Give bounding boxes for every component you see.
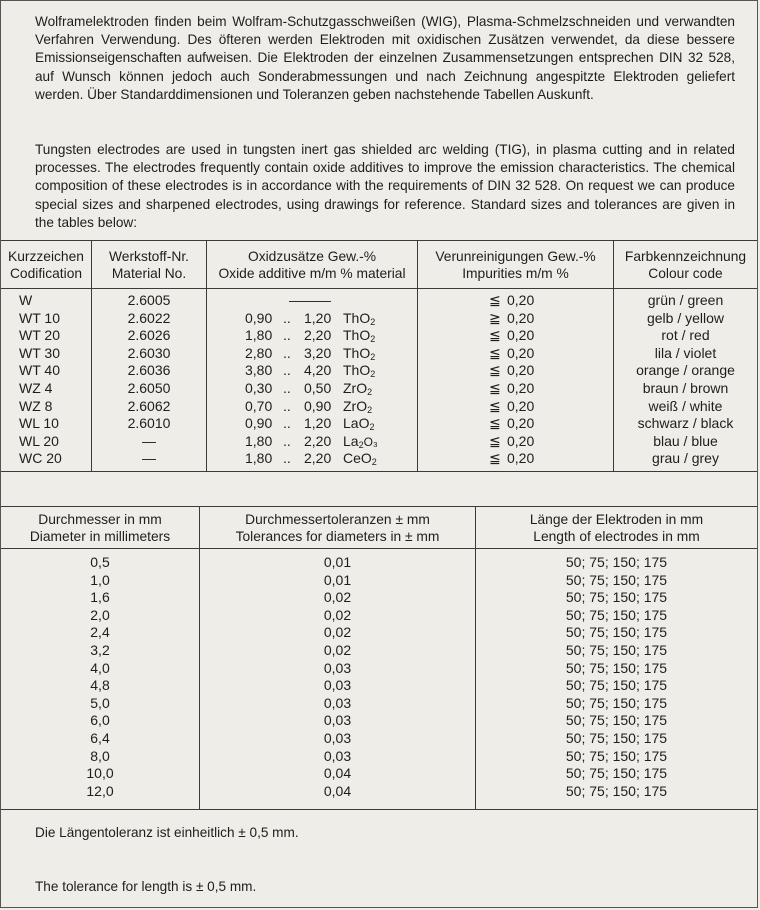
oxide-formula bbox=[343, 327, 375, 345]
table2-cell-tolerance: 0,01 bbox=[323, 554, 352, 570]
table1-cell-oxide bbox=[207, 292, 417, 309]
table1-header-oxide: Oxidzusätze Gew.-% Oxide additive m/m % material bbox=[218, 249, 406, 281]
table1-header-impurities: Verunreinigungen Gew.-% Impurities m/m % bbox=[435, 249, 596, 281]
table2-cell-length: 50; 75; 150; 175 bbox=[565, 642, 668, 658]
table2-cell-length: 50; 75; 150; 175 bbox=[565, 554, 668, 570]
table2-cell-tolerance: 0,03 bbox=[323, 694, 352, 711]
oxide-separator: .. bbox=[283, 397, 291, 414]
table1-cell-colour: orange / orange bbox=[636, 362, 735, 379]
table1-header-material: Werkstoff-Nr. Material No. bbox=[109, 249, 189, 281]
oxide-min: 0,90 bbox=[245, 309, 273, 326]
table1-cell-material: 2.6005 bbox=[127, 292, 171, 308]
table2-cell-length: 50; 75; 150; 175 bbox=[565, 677, 668, 694]
table2-cell-length: 50; 75; 150; 175 bbox=[565, 606, 668, 623]
table1-cell-code: W bbox=[19, 292, 33, 308]
table1-bottom-border bbox=[1, 471, 757, 472]
table2-cell-length: 50; 75; 150; 175 bbox=[565, 730, 668, 746]
table1-cell-impurity-symbol: ≦ bbox=[489, 362, 501, 379]
table2-cell-diameter: 2,4 bbox=[90, 624, 110, 641]
oxide-formula bbox=[343, 362, 375, 380]
table1-cell-colour: schwarz / black bbox=[637, 415, 734, 432]
oxide-subscript: 2 bbox=[367, 387, 373, 397]
oxide-min: 2,80 bbox=[245, 344, 273, 361]
table1-cell-material: 2.6050 bbox=[127, 380, 171, 396]
table1-cell-impurity-symbol: ≦ bbox=[489, 397, 501, 414]
table1-cell-material: 2.6036 bbox=[127, 362, 171, 379]
table1-cell-impurity-value: 0,20 bbox=[507, 415, 535, 432]
table1-cell-impurity-symbol: ≧ bbox=[489, 309, 501, 326]
oxide-max: 1,20 bbox=[304, 309, 332, 326]
table2-cell-tolerance: 0,03 bbox=[323, 747, 352, 764]
oxide-tail: O₃ bbox=[363, 434, 378, 449]
table2-cell-length: 50; 75; 150; 175 bbox=[565, 589, 668, 606]
table2-cell-tolerance: 0,02 bbox=[323, 624, 352, 641]
oxide-separator: .. bbox=[283, 415, 291, 432]
table1-cell-code: WT 20 bbox=[19, 327, 60, 344]
oxide-separator: .. bbox=[283, 309, 291, 326]
oxide-formula bbox=[343, 380, 372, 398]
table2-cell-diameter: 1,6 bbox=[90, 589, 110, 606]
table1-cell-impurity-value: 0,20 bbox=[507, 450, 535, 467]
table2-cell-tolerance: 0,04 bbox=[323, 782, 352, 799]
oxide-none: ——— bbox=[289, 292, 331, 308]
table1-cell-code: WT 10 bbox=[19, 309, 60, 326]
table1-header-code: Kurzzeichen Codification bbox=[8, 249, 84, 281]
table1-cell-colour: braun / brown bbox=[642, 380, 729, 396]
oxide-max: 1,20 bbox=[304, 415, 332, 432]
oxide-element: LaO bbox=[343, 415, 370, 432]
table2-cell-tolerance: 0,03 bbox=[323, 730, 352, 746]
table1-cell-material: — bbox=[142, 432, 156, 449]
table1-cell-oxide bbox=[207, 398, 417, 415]
length-tolerance-note-german: Die Längentoleranz ist einheitlich ± 0,5 mm. bbox=[35, 825, 299, 840]
table2-cell-tolerance: 0,01 bbox=[323, 571, 352, 588]
table2-bottom-border bbox=[1, 809, 757, 810]
oxide-min: 0,30 bbox=[245, 380, 273, 396]
table1-cell-code: WZ 8 bbox=[19, 397, 53, 414]
table1-cell-material: 2.6030 bbox=[127, 344, 171, 361]
table2-cell-tolerance: 0,03 bbox=[323, 677, 352, 694]
table2-cell-length: 50; 75; 150; 175 bbox=[565, 624, 668, 641]
oxide-formula bbox=[343, 415, 374, 433]
table1-cell-oxide bbox=[207, 362, 417, 379]
table1-cell-impurity-value: 0,20 bbox=[507, 344, 535, 361]
table2-cell-diameter: 2,0 bbox=[90, 606, 110, 623]
table1-cell-code: WL 20 bbox=[19, 432, 59, 449]
table2-cell-diameter: 8,0 bbox=[90, 747, 110, 764]
table2-cell-diameter: 4,0 bbox=[90, 659, 110, 676]
oxide-max: 4,20 bbox=[304, 362, 332, 379]
oxide-subscript: 2 bbox=[367, 404, 373, 415]
oxide-element: ZrO bbox=[343, 380, 368, 396]
oxide-separator: .. bbox=[283, 450, 291, 467]
oxide-separator: .. bbox=[283, 362, 291, 379]
table1-cell-oxide bbox=[207, 345, 417, 362]
table1-top-border bbox=[1, 240, 757, 241]
table1-cell-material: 2.6022 bbox=[127, 309, 171, 326]
oxide-subscript: 2 bbox=[371, 457, 377, 468]
table1-cell-colour: blau / blue bbox=[653, 432, 718, 449]
oxide-formula bbox=[343, 450, 377, 468]
oxide-min: 3,80 bbox=[245, 362, 273, 379]
oxide-element: ThO bbox=[343, 362, 371, 379]
intro-english: Tungsten electrodes are used in tungsten inert gas shielded arc welding (TIG), in plasma cutting and in related processes. The electrodes frequently contain oxide additives to improve the emission characteristics. The chemical composition of these electrodes is in accordance with the requirements of DIN 32 528. On request we can produce special sizes and sharpened electrodes, using drawings for reference. Standard sizes and tolerances are given in the tables below: bbox=[35, 142, 735, 230]
oxide-max: 2,20 bbox=[304, 327, 332, 344]
table2-cell-diameter: 4,8 bbox=[90, 677, 110, 694]
oxide-max: 2,20 bbox=[304, 432, 332, 449]
table1-cell-code: WT 40 bbox=[19, 362, 60, 379]
table2-cell-diameter: 3,2 bbox=[90, 642, 110, 658]
table2-cell-length: 50; 75; 150; 175 bbox=[565, 765, 668, 782]
table2-cell-length: 50; 75; 150; 175 bbox=[565, 782, 668, 799]
table1-cell-impurity-symbol: ≦ bbox=[489, 415, 501, 432]
table2-cell-diameter: 6,4 bbox=[90, 730, 110, 746]
oxide-element: ZrO bbox=[343, 397, 368, 414]
table2-cell-length: 50; 75; 150; 175 bbox=[565, 571, 668, 588]
table2-cell-tolerance: 0,03 bbox=[323, 659, 352, 676]
oxide-subscript: 2 bbox=[370, 316, 376, 327]
table1-cell-code: WL 10 bbox=[19, 415, 59, 432]
oxide-element: CeO bbox=[343, 450, 372, 467]
table1-cell-impurity-symbol: ≦ bbox=[489, 327, 501, 344]
oxide-min: 0,90 bbox=[245, 415, 273, 432]
oxide-min: 1,80 bbox=[245, 432, 273, 449]
table2-cell-diameter: 10,0 bbox=[86, 765, 114, 782]
table2-header-tolerance: Durchmessertoleranzen ± mm Tolerances for diameters in ± mm bbox=[235, 512, 440, 544]
oxide-max: 0,90 bbox=[304, 397, 332, 414]
table2-cell-tolerance: 0,04 bbox=[323, 765, 352, 782]
table1-cell-impurity-value: 0,20 bbox=[507, 309, 535, 326]
oxide-separator: .. bbox=[283, 432, 291, 449]
table2-cell-diameter: 12,0 bbox=[86, 782, 114, 799]
oxide-formula bbox=[343, 345, 375, 363]
oxide-formula bbox=[343, 398, 372, 416]
oxide-separator: .. bbox=[283, 380, 291, 396]
table1-cell-colour: grün / green bbox=[647, 292, 724, 308]
oxide-separator: .. bbox=[283, 344, 291, 361]
oxide-formula bbox=[343, 433, 378, 452]
table1-cell-oxide bbox=[207, 450, 417, 467]
table2-cell-length: 50; 75; 150; 175 bbox=[565, 747, 668, 764]
table1-cell-colour: grau / grey bbox=[652, 450, 719, 467]
table1-cell-impurity-value: 0,20 bbox=[507, 292, 535, 308]
oxide-min: 0,70 bbox=[245, 397, 273, 414]
table1-cell-colour: weiß / white bbox=[648, 397, 723, 414]
table1-cell-impurity-value: 0,20 bbox=[507, 432, 535, 449]
table2-header-border bbox=[1, 548, 757, 549]
oxide-max: 3,20 bbox=[304, 344, 332, 361]
oxide-subscript: 2 bbox=[358, 439, 364, 450]
table1-cell-oxide bbox=[207, 433, 417, 450]
oxide-max: 2,20 bbox=[304, 450, 332, 467]
table2-cell-tolerance: 0,02 bbox=[323, 606, 352, 623]
table2-cell-length: 50; 75; 150; 175 bbox=[565, 712, 668, 729]
intro-german: Wolframelektroden finden beim Wolfram-Schutzgasschweißen (WIG), Plasma-Schmelzschneiden und verwandten Verfahren Verwendung. Des öfteren werden Elektroden mit oxidischen Zusätzen verwendet, da diese bessere Emissionseigenschaften aufweisen. Die Elektroden der einzelnen Zusammensetzungen entsprechen DIN 32 528, auf Wunsch können jedoch auch Sonderabmessungen und nach Zeichnung angespitzte Elektroden geliefert werden. Über Standarddimensionen und Toleranzen geben nachstehende Tabellen Auskunft. bbox=[35, 14, 735, 102]
table2-cell-diameter: 0,5 bbox=[90, 554, 110, 570]
oxide-separator: .. bbox=[283, 327, 291, 344]
table1-cell-impurity-value: 0,20 bbox=[507, 380, 535, 396]
table2-cell-diameter: 1,0 bbox=[90, 571, 110, 588]
table1-header-border bbox=[1, 288, 757, 289]
table1-cell-impurity-value: 0,20 bbox=[507, 327, 535, 344]
table1-cell-material: 2.6062 bbox=[127, 397, 171, 414]
table1-cell-code: WZ 4 bbox=[19, 380, 53, 396]
table2-top-border bbox=[1, 506, 757, 507]
table1-cell-impurity-symbol: ≦ bbox=[489, 380, 501, 396]
table1-cell-code: WC 20 bbox=[19, 450, 62, 467]
table2-header-length: Länge der Elektroden in mm Length of electrodes in mm bbox=[529, 512, 704, 544]
table2-header-diameter: Durchmesser in mm Diameter in millimeters bbox=[29, 512, 171, 544]
table1-cell-oxide bbox=[207, 327, 417, 344]
table2-cell-tolerance: 0,02 bbox=[323, 642, 352, 658]
table2-cell-length: 50; 75; 150; 175 bbox=[565, 694, 668, 711]
table1-cell-impurity-symbol: ≦ bbox=[489, 450, 501, 467]
table1-cell-oxide bbox=[207, 310, 417, 327]
table1-cell-oxide bbox=[207, 380, 417, 397]
table1-cell-colour: rot / red bbox=[661, 327, 710, 344]
table1-cell-impurity-symbol: ≦ bbox=[489, 292, 501, 308]
oxide-subscript: 2 bbox=[369, 422, 375, 433]
table1-cell-impurity-symbol: ≦ bbox=[489, 432, 501, 449]
oxide-element: ThO bbox=[343, 344, 371, 361]
table2-cell-tolerance: 0,02 bbox=[323, 589, 352, 606]
oxide-subscript: 2 bbox=[370, 351, 376, 362]
table1-cell-oxide bbox=[207, 415, 417, 432]
table1-cell-material: 2.6026 bbox=[127, 327, 171, 344]
oxide-element: La bbox=[343, 432, 359, 449]
length-tolerance-note-english: The tolerance for length is ± 0,5 mm. bbox=[35, 879, 257, 894]
table1-cell-impurity-value: 0,20 bbox=[507, 362, 535, 379]
table2-cell-length: 50; 75; 150; 175 bbox=[565, 659, 668, 676]
oxide-min: 1,80 bbox=[245, 327, 273, 344]
table1-cell-impurity-symbol: ≦ bbox=[489, 344, 501, 361]
oxide-element: ThO bbox=[343, 327, 371, 344]
oxide-subscript: 2 bbox=[370, 369, 376, 380]
oxide-formula bbox=[343, 310, 375, 328]
table1-cell-material: 2.6010 bbox=[127, 415, 171, 432]
oxide-element: ThO bbox=[343, 309, 371, 326]
oxide-max: 0,50 bbox=[304, 380, 332, 396]
table1-header-colour: Farbkennzeichnung Colour code bbox=[624, 249, 747, 281]
table1-cell-colour: lila / violet bbox=[654, 344, 717, 361]
table2-cell-diameter: 6,0 bbox=[90, 712, 110, 729]
table2-cell-diameter: 5,0 bbox=[90, 694, 110, 711]
oxide-min: 1,80 bbox=[245, 450, 273, 467]
table1-cell-impurity-value: 0,20 bbox=[507, 397, 535, 414]
table1-cell-colour: gelb / yellow bbox=[646, 309, 725, 326]
table1-cell-material: — bbox=[142, 450, 156, 467]
table1-cell-code: WT 30 bbox=[19, 344, 60, 361]
table2-cell-tolerance: 0,03 bbox=[323, 712, 352, 729]
oxide-subscript: 2 bbox=[370, 334, 376, 345]
